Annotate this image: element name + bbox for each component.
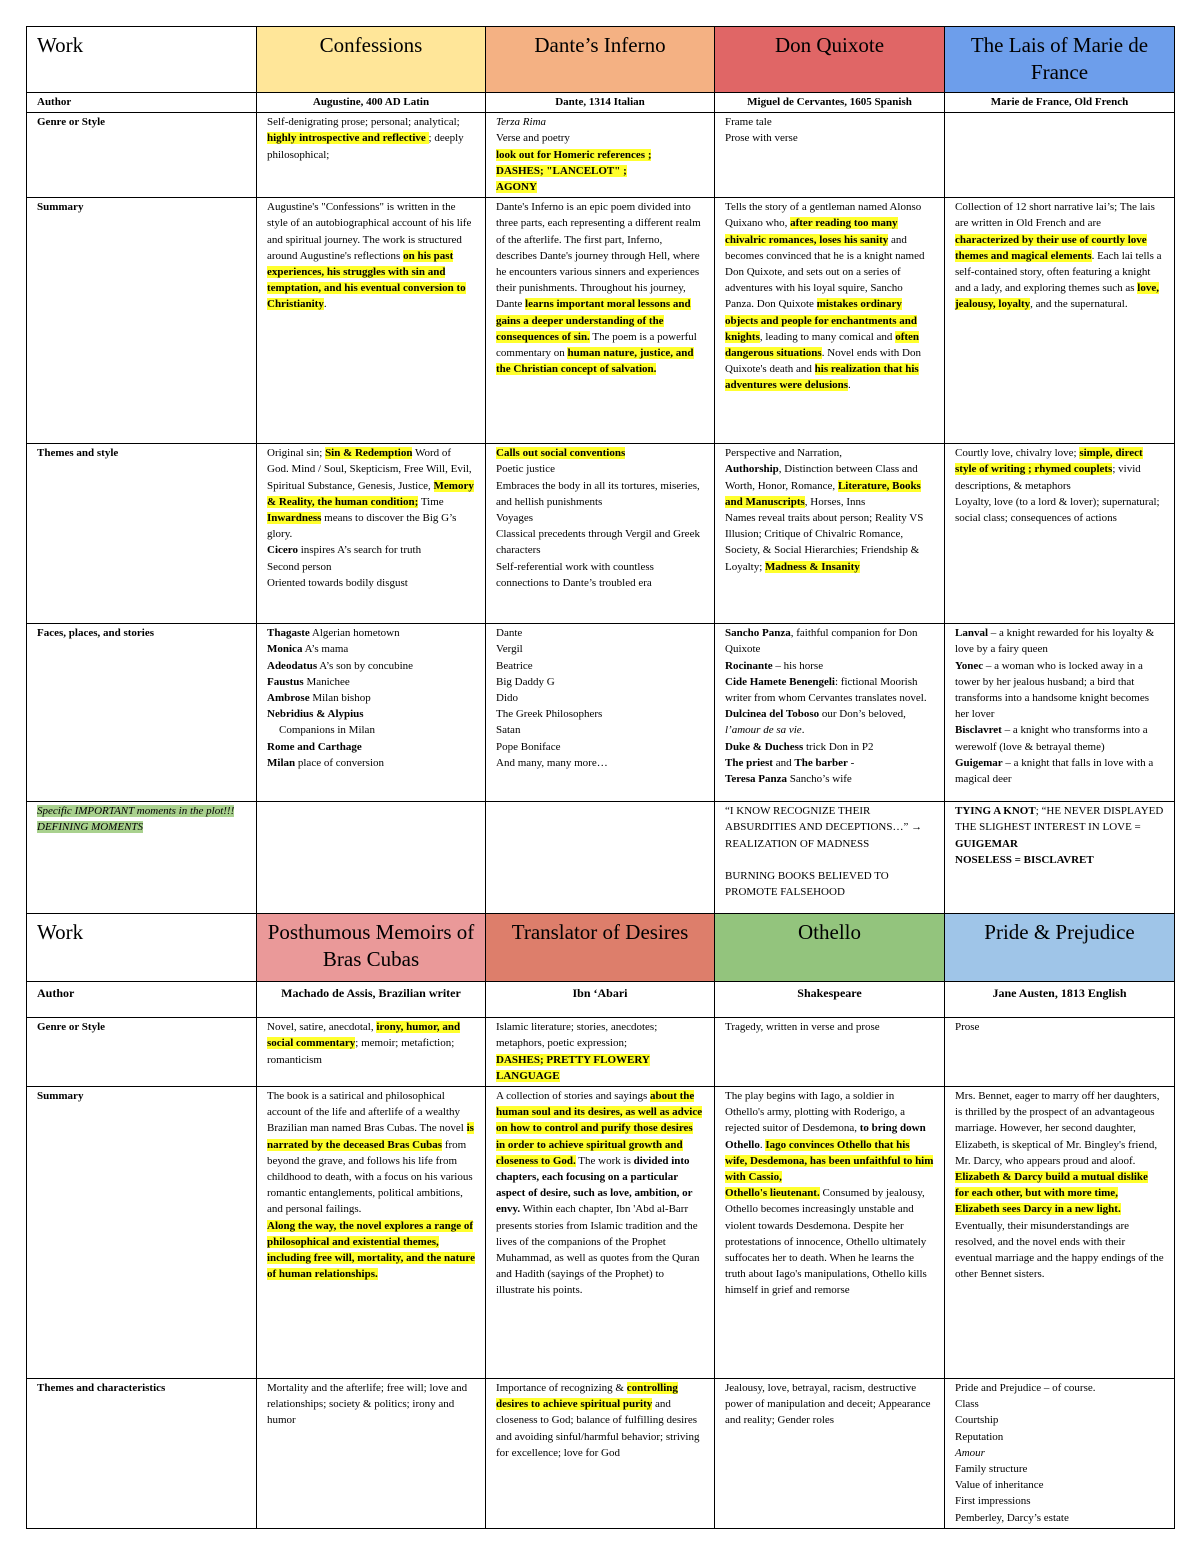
row-label: Author — [27, 982, 257, 1018]
cell-text: , leading to many comical and — [759, 330, 896, 343]
comparison-table-1 — [26, 26, 1175, 1529]
cell-text: Tragedy, written in verse and prose — [725, 1021, 880, 1034]
cell-text: place of conversion — [295, 756, 385, 769]
cell-text: and closeness to God; balance of fulfilling desires and avoiding sinful/harmful behavior; striving for excellence; love for God — [496, 1398, 700, 1459]
cell-text: Courtship — [955, 1414, 999, 1427]
cell-text: Mrs. Bennet, eager to marry off her daughters, is thrilled by the prospect of an advantageous marriage. However, her second daughter, Elizabeth, is skeptical of Mr. Bingley's friend, Mr. Darcy, who appears proud and aloof. — [955, 1090, 1160, 1167]
moments-cell — [715, 802, 945, 914]
cell-text: mistakes ordinary objects and people for enchantments and knights — [725, 298, 918, 343]
faces-row — [27, 624, 1175, 802]
cell-text: The play begins with Iago, a soldier in Othello's army, plotting with Roderigo, a rejected suitor of Desdemona, — [725, 1090, 905, 1135]
faces-cell — [715, 624, 945, 802]
cell-text: – a knight that falls in love with a magical deer — [955, 756, 1154, 786]
cell-text: Miguel de Cervantes, 1605 Spanish — [747, 96, 912, 108]
summary-cell — [486, 1087, 715, 1379]
cell-text: controlling desires to achieve spiritual purity — [496, 1382, 678, 1411]
cell-text: . — [801, 724, 805, 737]
cell-text: Calls out social conventions — [496, 447, 626, 460]
cell-text: Iago convinces Othello that his wife, Desdemona, has been unfaithful to him with Cassio, — [725, 1138, 934, 1184]
cell-text: means to discover the Big G’s glory. — [267, 512, 457, 541]
cell-text: Second person — [267, 560, 332, 573]
cell-text: Faustus — [267, 675, 304, 688]
row-label: Author — [27, 93, 257, 113]
cell-text: Memory & Reality, the human condition; — [267, 479, 474, 508]
cell-text: , and the supernatural. — [1030, 298, 1128, 311]
author-cell — [257, 982, 486, 1018]
cell-text: Literature, Books and Manuscripts — [725, 479, 921, 508]
row-label: Faces, places, and stories — [27, 624, 257, 802]
cell-text: Rome and Carthage — [267, 740, 362, 753]
cell-text: characterized by their use of courtly love themes and magical elements — [955, 233, 1147, 262]
genre-cell — [715, 113, 945, 198]
cell-text: Oriented towards bodily disgust — [267, 576, 408, 589]
author-cell — [257, 93, 486, 113]
cell-text: A’s mama — [302, 643, 349, 656]
row-label: Genre or Style — [27, 113, 257, 198]
genre-cell — [257, 1018, 486, 1087]
summary-cell — [715, 198, 945, 444]
themes-cell — [715, 1379, 945, 1529]
cell-text: Self-denigrating prose; personal; analytical; — [267, 116, 460, 129]
faces-cell — [486, 624, 715, 802]
cell-text: Pope Boniface — [496, 740, 561, 753]
cell-text: Elizabeth & Darcy build a mutual dislike for each other, but with more time, Elizabeth sees Darcy in a new light. — [955, 1171, 1148, 1216]
cell-text: The barber — [794, 756, 848, 769]
work-title-confessions: Confessions — [257, 27, 486, 93]
work-label: Work — [27, 27, 257, 93]
cell-text: BURNING BOOKS BELIEVED TO PROMOTE FALSEHOOD — [725, 870, 889, 899]
cell-text: Companions in Milan — [279, 724, 375, 737]
cell-text: Adeodatus — [267, 659, 318, 672]
cell-text: “I KNOW RECOGNIZE THEIR ABSURDITIES AND DECEPTIONS…” → — [725, 805, 923, 834]
cell-text: about the human soul and its desires, as well as advice on how to control and purify those desires in order to achieve spiritual growth and closeness to God. — [496, 1090, 703, 1167]
cell-text: . — [759, 1138, 766, 1151]
cell-text: Big Daddy G — [496, 675, 555, 688]
cell-text: Loyalty, love (to a lord & lover); supernatural; social class; consequences of actions — [955, 495, 1160, 525]
cell-text: Rocinante — [725, 659, 773, 672]
cell-text: Pemberley, Darcy’s estate — [955, 1511, 1069, 1524]
cell-text: Islamic literature; stories, anecdotes; metaphors, poetic expression; — [496, 1021, 658, 1050]
cell-text: Dido — [496, 692, 518, 705]
cell-text: Within each chapter, Ibn 'Abd al-Barr presents stories from Islamic tradition and the lives of the companions of the Prophet Muhammad, as well as quotes from the Quran and Hadith (sayings of the Prophet) to illustrate his points. — [496, 1203, 700, 1297]
author-cell — [715, 93, 945, 113]
themes-cell — [257, 444, 486, 624]
moments-cell — [945, 802, 1175, 914]
cell-text: . — [848, 379, 851, 392]
header-row-2 — [27, 914, 1175, 982]
cell-text: look out for Homeric references ; — [496, 148, 652, 161]
cell-text: Bisclavret — [955, 724, 1002, 737]
cell-text: Vergil — [496, 643, 523, 656]
moments-cell — [486, 802, 715, 914]
cell-text: DASHES; "LANCELOT" ; — [496, 164, 627, 177]
cell-text: ; memoir; metafiction; romanticism — [267, 1037, 455, 1066]
genre-row — [27, 113, 1175, 198]
cell-text: Teresa Panza — [725, 773, 788, 786]
summary-cell — [945, 198, 1175, 444]
cell-text: to bring down Othello — [725, 1122, 926, 1151]
cell-text: human nature, justice, and the Christian concept of salvation. — [496, 347, 694, 376]
cell-text: ; deeply philosophical; — [267, 132, 464, 161]
cell-text: Family structure — [955, 1463, 1028, 1476]
cell-text: Ibn ‘Abari — [572, 986, 628, 1001]
cell-text: Mortality and the afterlife; free will; love and relationships; society & politics; irony and humor — [267, 1382, 468, 1427]
themes-cell — [715, 444, 945, 624]
cell-text: Embraces the body in all its tortures, miseries, and hellish punishments — [496, 479, 700, 508]
cell-text: Pride and Prejudice – of course. — [955, 1382, 1096, 1395]
cell-text: Courtly love, chivalry love; — [955, 447, 1080, 460]
row-label-moments: Specific IMPORTANT moments in the plot!!! DEFINING MOMENTS — [27, 802, 257, 914]
cell-text: Augustine's "Confessions" is written in the style of an autobiographical account of his life and spiritual journey. The work is structured around Augustine's reflections — [267, 201, 472, 262]
study-sheet — [26, 26, 1174, 1529]
cell-text: REALIZATION OF MADNESS — [725, 837, 870, 850]
cell-text: . — [323, 298, 327, 311]
cell-text: Shakespeare — [797, 986, 862, 1001]
cell-text: The book is a satirical and philosophical account of the life and afterlife of a wealthy Brazilian man named Bras Cubas. The novel — [267, 1090, 467, 1135]
cell-text: Word of God. Mind / Soul, Skepticism, Free Will, Evil, Spiritual Substance, Genesis, Justice, — [267, 447, 472, 492]
themes-row-2 — [27, 1379, 1175, 1529]
cell-text: Self-referential work with countless connections to Dante’s troubled era — [496, 560, 654, 589]
cell-text: Milan bishop — [309, 692, 371, 705]
cell-text: Poetic justice — [496, 463, 555, 476]
cell-text: A’s son by concubine — [317, 659, 414, 672]
cell-text: Ambrose — [267, 692, 310, 705]
cell-text: Importance of recognizing & — [496, 1382, 627, 1395]
cell-text: , faithful companion for Don Quixote — [725, 627, 918, 656]
work-title-inferno: Dante’s Inferno — [486, 27, 715, 93]
cell-text: l’amour de sa vie — [725, 724, 802, 737]
author-row-2 — [27, 982, 1175, 1018]
themes-cell — [486, 444, 715, 624]
cell-text: The priest — [725, 756, 773, 769]
cell-text: trick Don in P2 — [803, 740, 874, 753]
author-cell — [945, 982, 1175, 1018]
summary-row — [27, 198, 1175, 444]
cell-text: divided into chapters, each focusing on a particular aspect of desire, such as love, ambition, or envy. — [496, 1154, 693, 1216]
genre-cell — [945, 1018, 1175, 1087]
author-cell — [486, 93, 715, 113]
work-title-pride: Pride & Prejudice — [945, 914, 1175, 982]
cell-text: The work is — [575, 1154, 634, 1167]
cell-text: Along the way, the novel explores a range of philosophical and existential themes, including free will, mortality, and the nature of human relationships. — [267, 1219, 475, 1281]
cell-text: irony, humor, and social commentary — [267, 1021, 461, 1050]
cell-text: Jealousy, love, betrayal, racism, destructive power of manipulation and deceit; Appearance and reality; Gender roles — [725, 1382, 931, 1427]
cell-text: Sin & Redemption — [325, 447, 413, 460]
cell-text: . Each lai tells a self-contained story, often featuring a knight and a lady, and exploring themes such as — [955, 249, 1162, 295]
cell-text: Duke & Duchess — [725, 740, 804, 753]
row-label: Summary — [27, 1087, 257, 1379]
cell-text: Eventually, their misunderstandings are resolved, and the novel ends with their eventual marriage and the happy endings of the other Bennet sisters. — [955, 1219, 1164, 1281]
cell-text: Dante — [496, 627, 523, 640]
cell-text: Sancho’s wife — [787, 773, 852, 786]
cell-text: simple, direct style of writing ; rhymed couplets — [955, 447, 1143, 476]
cell-text: Manichee — [303, 675, 350, 688]
cell-text: Madness & Insanity — [765, 560, 860, 573]
work-title-quixote: Don Quixote — [715, 27, 945, 93]
cell-text: Collection of 12 short narrative lai’s; The lais are written in Old French and are — [955, 201, 1155, 230]
cell-text: our Don’s beloved, — [819, 708, 906, 721]
cell-text: Verse and poetry — [496, 132, 570, 145]
faces-cell — [257, 624, 486, 802]
cell-text: inspires A’s search for truth — [297, 544, 422, 557]
genre-cell — [486, 1018, 715, 1087]
header-row — [27, 27, 1175, 93]
cell-text: often dangerous situations — [725, 330, 920, 360]
cell-text: Marie de France, Old French — [990, 96, 1129, 108]
cell-text: Augustine, 400 AD Latin — [312, 96, 430, 108]
author-cell — [945, 93, 1175, 113]
cell-text: Classical precedents through Vergil and Greek characters — [496, 528, 700, 557]
work-title-marie: The Lais of Marie de France — [945, 27, 1175, 93]
work-label: Work — [27, 914, 257, 982]
summary-row-2 — [27, 1087, 1175, 1379]
genre-cell — [257, 113, 486, 198]
cell-text: Yonec — [955, 659, 984, 672]
cell-text: DASHES; PRETTY FLOWERY LANGUAGE — [496, 1053, 650, 1082]
cell-text: GUIGEMAR — [955, 837, 1018, 850]
cell-text: Terza Rima — [496, 116, 547, 129]
cell-text: – a knight rewarded for his loyalty & love by a fairy queen — [955, 627, 1155, 656]
cell-text: Prose with verse — [725, 132, 798, 145]
cell-text: Reputation — [955, 1430, 1004, 1443]
cell-text: ; vivid descriptions, & metaphors — [955, 463, 1141, 492]
cell-text: – a woman who is locked away in a tower by her jealous husband; a bird that transforms into a handsome knight becomes her lover — [955, 659, 1149, 721]
themes-cell — [486, 1379, 715, 1529]
cell-text: learns important moral lessons and gains a deeper understanding of the consequences of sin. — [496, 298, 691, 343]
cell-text: Guigemar — [955, 756, 1003, 769]
cell-text: – a knight who transforms into a werewolf (love & betrayal theme) — [955, 724, 1148, 753]
cell-text: after reading too many chivalric romances, loses his sanity — [725, 217, 898, 246]
cell-text: Frame tale — [725, 116, 772, 129]
author-cell — [715, 982, 945, 1018]
cell-text: Satan — [496, 724, 521, 737]
cell-text: Monica — [267, 643, 303, 656]
cell-text: Dulcinea del Toboso — [725, 708, 820, 721]
cell-text: . Novel ends with Don Quixote's death and — [725, 347, 921, 376]
cell-text: The poem is a powerful commentary on — [496, 330, 697, 360]
cell-text: his realization that his adventures were delusions — [725, 363, 919, 392]
row-label: Genre or Style — [27, 1018, 257, 1087]
cell-text: A collection of stories and sayings — [496, 1090, 650, 1103]
moments-row — [27, 802, 1175, 914]
cell-text: ; “HE NEVER DISPLAYED THE SLIGHEST INTEREST IN LOVE = — [955, 805, 1164, 834]
themes-row — [27, 444, 1175, 624]
cell-text: Original sin; — [267, 447, 326, 460]
cell-text: - — [847, 756, 855, 769]
cell-text: Novel, satire, anecdotal, — [267, 1021, 377, 1034]
cell-text: TYING A KNOT — [955, 805, 1036, 818]
row-label: Themes and characteristics — [27, 1379, 257, 1529]
moments-cell — [257, 802, 486, 914]
summary-cell — [945, 1087, 1175, 1379]
cell-text: Dante, 1314 Italian — [555, 96, 645, 108]
cell-text: Othello's lieutenant. — [725, 1187, 820, 1200]
cell-text: : fictional Moorish writer from whom Cervantes translates novel. — [725, 675, 927, 705]
cell-text: Perspective and Narration, — [725, 447, 842, 460]
faces-cell — [945, 624, 1175, 802]
genre-row-2 — [27, 1018, 1175, 1087]
summary-cell — [257, 198, 486, 444]
cell-text: Cicero — [267, 544, 298, 557]
themes-cell — [257, 1379, 486, 1529]
cell-text: Amour — [955, 1446, 985, 1459]
cell-text: Thagaste — [267, 627, 310, 640]
cell-text: Jane Austen, 1813 English — [992, 986, 1127, 1001]
cell-text: Consumed by jealousy, Othello becomes increasingly unstable and violent towards Desdemona. Despite her protestations of innocence, Othello ultimately suffocates her to death. When he learns the truth about Iago's manipulations, Othello kills himself in grief and remorse — [725, 1187, 927, 1297]
cell-text: and becomes convinced that he is a knight named Don Quixote, and sets out on a series of adventures with his loyal squire, Sancho Panza. Don Quixote — [725, 233, 925, 311]
cell-text: Algerian hometown — [309, 627, 400, 640]
summary-cell — [715, 1087, 945, 1379]
cell-text: and — [772, 756, 795, 769]
author-row — [27, 93, 1175, 113]
cell-text: Tells the story of a gentleman named Alonso Quixano who, — [725, 201, 922, 230]
cell-text: Authorship — [725, 463, 779, 476]
cell-text: Cide Hamete Benengeli — [725, 675, 835, 688]
cell-text: love, jealousy, loyalty — [955, 282, 1159, 311]
cell-text: Nebridius & Alypius — [267, 708, 364, 721]
work-title-translator: Translator of Desires — [486, 914, 715, 982]
genre-cell — [945, 113, 1175, 198]
cell-text: Value of inheritance — [955, 1479, 1044, 1492]
cell-text: is narrated by the deceased Bras Cubas — [267, 1122, 474, 1151]
cell-text: Sancho Panza — [725, 627, 791, 640]
cell-text: AGONY — [496, 181, 537, 194]
cell-text: NOSELESS = BISCLAVRET — [955, 853, 1094, 866]
row-label: Themes and style — [27, 444, 257, 624]
genre-cell — [715, 1018, 945, 1087]
cell-text: , Distinction between Class and Worth, Honor, Romance, — [725, 463, 918, 492]
cell-text: from beyond the grave, and follows his life from childhood to death, with a focus on his various romantic entanglements, political ambitions, and personal failings. — [267, 1138, 473, 1216]
cell-text: Time — [418, 495, 444, 508]
cell-text: , Horses, Inns — [804, 495, 866, 508]
genre-cell — [486, 113, 715, 198]
cell-text: Voyages — [496, 512, 534, 525]
cell-text: Names reveal traits about person; Reality VS Illusion; Critique of Chivalric Romance, Society, & Social Hierarchies; Friendship & Loyalty; — [725, 512, 924, 573]
summary-cell — [486, 198, 715, 444]
cell-text: First impressions — [955, 1495, 1031, 1508]
cell-text: highly introspective and reflective — [267, 132, 429, 145]
cell-text: Beatrice — [496, 659, 533, 672]
cell-text: Prose — [955, 1021, 980, 1034]
cell-text: Inwardness — [267, 512, 322, 525]
cell-text: Dante's Inferno is an epic poem divided into three parts, each representing a different realm of the afterlife. The first part, Inferno, describes Dante's journey through Hell, where he encounters various sinners and experiences their punishments. Throughout his journey, Dante — [496, 201, 701, 311]
cell-text: And many, many more… — [496, 756, 608, 769]
themes-cell — [945, 444, 1175, 624]
cell-text: – his horse — [772, 659, 824, 672]
author-cell — [486, 982, 715, 1018]
row-label: Summary — [27, 198, 257, 444]
themes-cell — [945, 1379, 1175, 1529]
work-title-othello: Othello — [715, 914, 945, 982]
cell-text: Lanval — [955, 627, 989, 640]
cell-text: Milan — [267, 756, 296, 769]
work-title-bras-cubas: Posthumous Memoirs of Bras Cubas — [257, 914, 486, 982]
summary-cell — [257, 1087, 486, 1379]
cell-text: Class — [955, 1398, 979, 1411]
cell-text: The Greek Philosophers — [496, 708, 603, 721]
cell-text: Machado de Assis, Brazilian writer — [281, 986, 461, 1001]
cell-text: on his past experiences, his struggles with sin and temptation, and his eventual conversion to Christianity — [267, 249, 466, 311]
